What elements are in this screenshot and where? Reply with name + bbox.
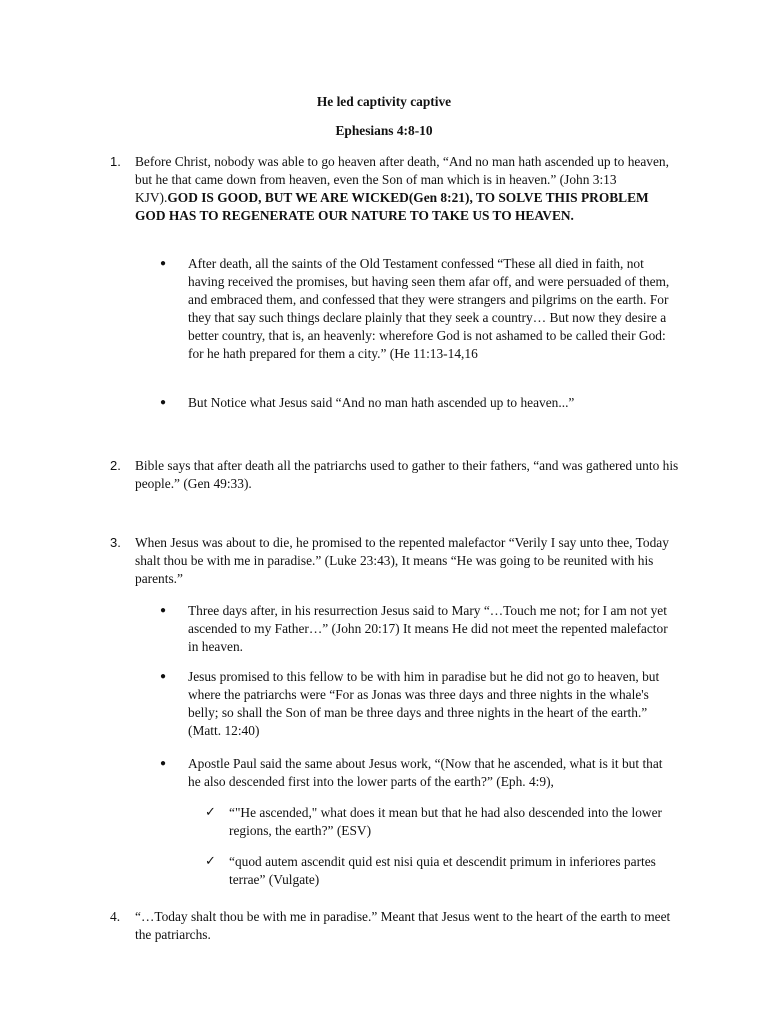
bullet-text: Three days after, in his resurrection Jesus said to Mary “…Touch me not; for I am not yet ascended to my Father…” (John 20:17) It means He did not meet the repented malefactor in heaven.	[188, 603, 668, 654]
list-item-4	[110, 908, 680, 944]
item-text: Before Christ, nobody was able to go heaven after death, “And no man hath ascended up to heaven, but he that came down from heaven, even the Son of man which is in heaven.” (John 3:13 KJV).	[135, 154, 669, 205]
item-text: Bible says that after death all the patriarchs used to gather to their fathers, “and was gathered unto his people.” (Gen 49:33).	[135, 458, 679, 491]
bullet-dot-icon: ●	[160, 671, 167, 682]
check-mark-icon: ✓	[205, 805, 216, 820]
bullet-dot-icon: ●	[160, 758, 167, 769]
bullet-dot-icon: ●	[160, 605, 167, 616]
item-text-block	[135, 153, 680, 225]
list-item-3	[110, 534, 680, 588]
check-item	[205, 804, 675, 840]
bullet-item	[160, 602, 670, 656]
bullet-text: After death, all the saints of the Old Testament confessed “These all died in faith, not having received the promises, but having seen them afar off, and were persuaded of them, and embraced them, and confessed that they were strangers and pilgrims on the earth. For they that say such things declare plainly that they seek a country… But now they desire a better country, that is, an heavenly: wherefore God is not ashamed to be called their God: for he hath prepared for them a city.” (He 11:13-14,16	[188, 256, 670, 361]
bullet-dot-icon: ●	[160, 397, 167, 408]
item-text: When Jesus was about to die, he promised to the repented malefactor “Verily I say unto thee, Today shalt thou be with me in paradise.” (Luke 23:43), It means “He was going to be reunited with his parents.”	[135, 535, 669, 586]
item-emphasis: GOD IS GOOD, BUT WE ARE WICKED(Gen 8:21), TO SOLVE THIS PROBLEM GOD HAS TO REGENERATE OUR NATURE TO TAKE US TO HEAVEN.	[135, 190, 649, 223]
check-item	[205, 853, 675, 889]
document-title: He led captivity captive	[316, 94, 452, 109]
bullet-dot-icon: ●	[160, 258, 167, 269]
item-number: 2.	[110, 458, 121, 473]
document-subtitle: Ephesians 4:8-10	[335, 123, 433, 138]
list-item-1	[110, 153, 680, 225]
bullet-item	[160, 255, 670, 363]
item-text: “…Today shalt thou be with me in paradise.” Meant that Jesus went to the heart of the earth to meet the patriarchs.	[135, 909, 671, 942]
item-number: 1.	[110, 154, 121, 169]
bullet-text: But Notice what Jesus said “And no man hath ascended up to heaven...”	[188, 395, 575, 410]
check-text: “quod autem ascendit quid est nisi quia et descendit primum in inferiores partes terrae” (Vulgate)	[229, 854, 656, 887]
item-number: 3.	[110, 535, 121, 550]
check-text: “"He ascended," what does it mean but that he had also descended into the lower regions, the earth?” (ESV)	[229, 805, 662, 838]
check-mark-icon: ✓	[205, 854, 216, 869]
bullet-item	[160, 668, 670, 740]
bullet-text: Apostle Paul said the same about Jesus work, “(Now that he ascended, what is it but that he also descended first into the lower parts of the earth?” (Eph. 4:9),	[188, 756, 663, 789]
bullet-text: Jesus promised to this fellow to be with him in paradise but he did not go to heaven, but where the patriarchs were “For as Jonas was three days and three nights in the whale's belly; so shall the Son of man be three days and three nights in the heart of the earth.” (Matt. 12:40)	[188, 669, 660, 738]
item-number: 4.	[110, 909, 121, 924]
bullet-item	[160, 394, 670, 412]
bullet-item	[160, 755, 670, 791]
list-item-2	[110, 457, 680, 493]
